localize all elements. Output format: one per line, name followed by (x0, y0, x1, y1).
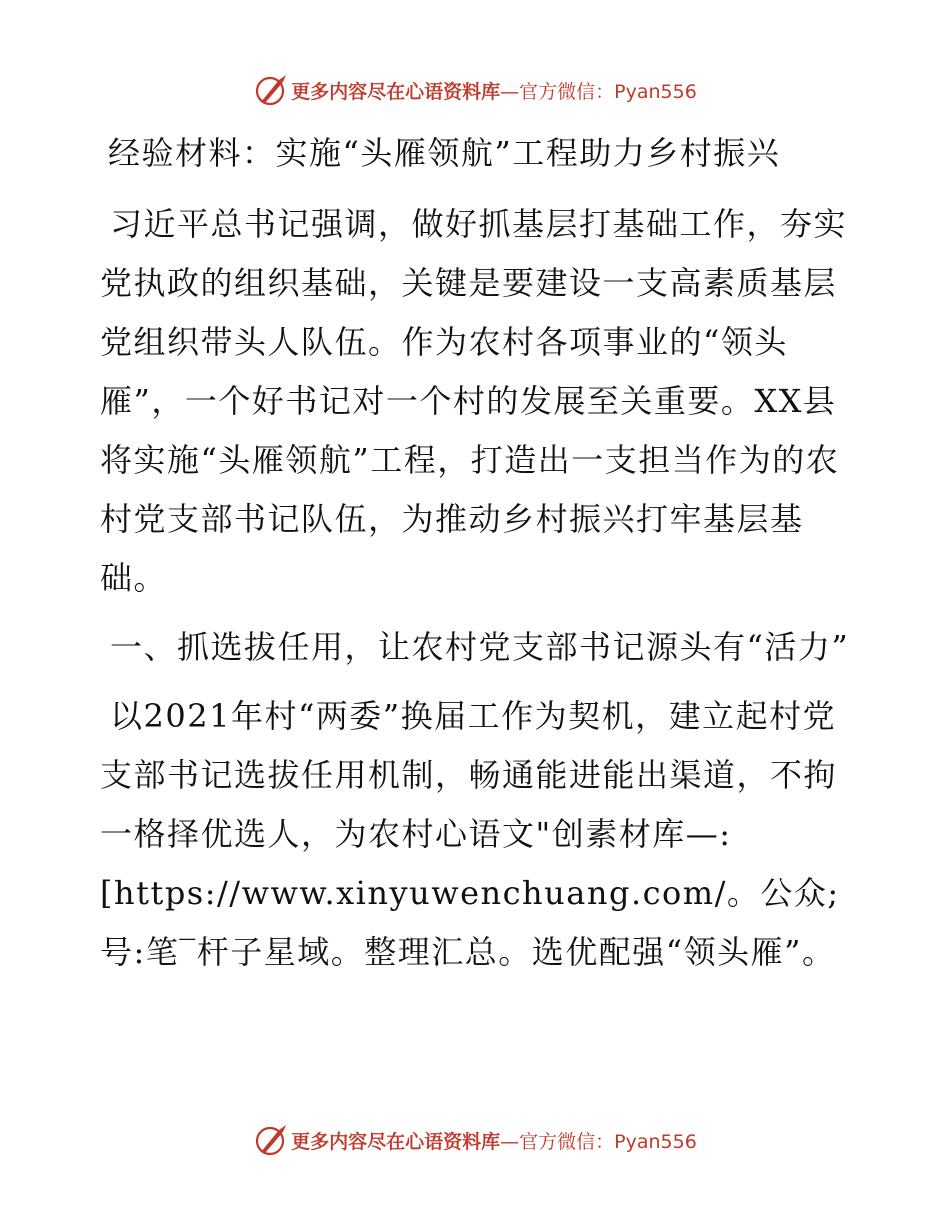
banner-left-text: 更多内容尽在心语资料库 (291, 80, 501, 103)
document-body (100, 124, 860, 992)
quill-pen-logo-icon (253, 1122, 289, 1158)
header-watermark-banner (0, 70, 950, 110)
quill-pen-logo-icon (253, 72, 289, 108)
document-title: 经验材料：实施“头雁领航”工程助力乡村振兴 (108, 134, 781, 172)
banner-left-text: 更多内容尽在心语资料库 (291, 1130, 501, 1153)
banner-right-text: —官方微信：Pyan556 (500, 1130, 697, 1153)
section-heading-1: 一、抓选拔任用，让农村党支部书记源头有“活力” (110, 628, 850, 666)
banner-right-text: —官方微信：Pyan556 (500, 80, 697, 103)
paragraph-intro: 习近平总书记强调，做好抓基层打基础工作，夯实党执政的组织基础，关键是要建设一支高素质基层党组织带头人队伍。作为农村各项事业的“领头雁”，一个好书记对一个村的发展至关重要。XX县将实施“头雁领航”工程，打造出一支担当作为的农村党支部书记队伍，为推动乡村振兴打牢基层基础。 (100, 205, 848, 597)
footer-watermark-banner (0, 1120, 950, 1160)
paragraph-selection: 以2021年村“两委”换届工作为契机，建立起村党支部书记选拔任用机制，畅通能进能出渠道，不拘一格择优选人，为农村心语文"创素材库—:[https://www.xinyuwenchuang.com/。公众;号:笔‾杆子星域。整理汇总。选优配强“领头雁”。 (100, 697, 840, 971)
